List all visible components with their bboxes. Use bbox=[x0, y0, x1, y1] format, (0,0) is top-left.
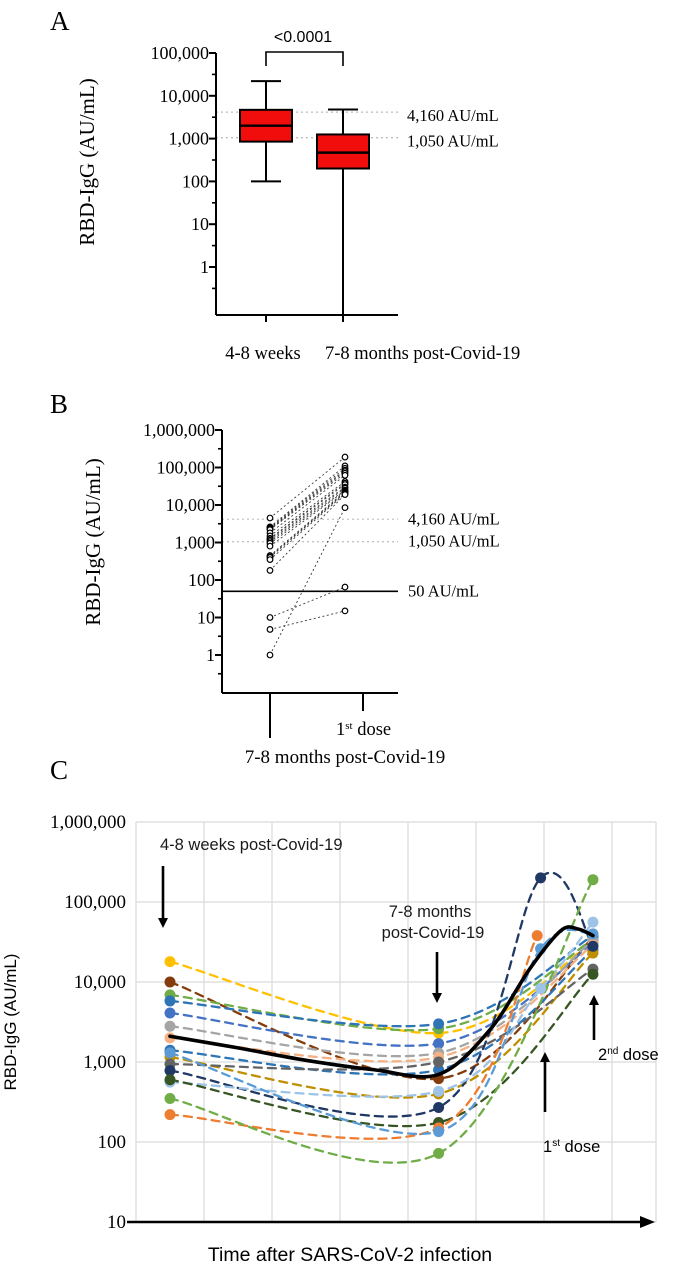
y-tick-label: 10 bbox=[107, 1212, 126, 1233]
arrow-1st-dose-head bbox=[540, 1052, 550, 1062]
annotation-1st-dose: 1st dose bbox=[543, 1138, 601, 1156]
series-point-gold-0 bbox=[165, 956, 176, 967]
trend-line bbox=[170, 927, 593, 1077]
point-left-21 bbox=[267, 652, 273, 658]
series-point-skyblue-0 bbox=[165, 1047, 176, 1058]
series-point-lightblue-2 bbox=[535, 983, 546, 994]
y-tick-label: 10 bbox=[191, 214, 209, 235]
series-point-medblue-0 bbox=[165, 1007, 176, 1018]
y-tick-label: 1,000,000 bbox=[143, 420, 215, 440]
x-axis-title: Time after SARS-CoV-2 infection bbox=[207, 1244, 493, 1266]
series-line-green-b bbox=[170, 880, 593, 1163]
point-right-19 bbox=[342, 584, 348, 590]
series-point-navy-3 bbox=[587, 941, 598, 952]
y-tick-label: 1,000,000 bbox=[50, 812, 126, 833]
y-tick-label: 10,000 bbox=[73, 972, 126, 993]
panel-c-longitudinal-chart bbox=[0, 760, 685, 1266]
pair-line-5 bbox=[270, 473, 345, 529]
y-tick-label: 1 bbox=[206, 645, 215, 665]
y-tick-label: 10,000 bbox=[165, 495, 215, 515]
y-tick-label: 1,000 bbox=[83, 1052, 126, 1073]
point-left-0 bbox=[267, 515, 273, 521]
series-point-green-b-2 bbox=[587, 874, 598, 885]
series-point-darkgray-1 bbox=[433, 1057, 444, 1068]
y-axis-title: RBD-IgG (AU/mL) bbox=[75, 78, 99, 246]
pair-line-16 bbox=[270, 493, 345, 558]
annotation-4-8-weeks: 4-8 weeks post-Covid-19 bbox=[160, 836, 343, 854]
point-right-18 bbox=[342, 492, 348, 498]
point-left-18 bbox=[267, 568, 273, 574]
series-point-green-b-1 bbox=[433, 1148, 444, 1159]
series-line-darkgreen bbox=[170, 974, 593, 1126]
point-left-20 bbox=[267, 627, 273, 633]
series-point-lightblue-3 bbox=[587, 917, 598, 928]
significance-bracket bbox=[266, 52, 343, 66]
y-tick-label: 100 bbox=[188, 570, 215, 590]
ref-label-1050: 1,050 AU/mL bbox=[408, 531, 500, 551]
significance-label: <0.0001 bbox=[273, 29, 333, 46]
series-point-blue-0 bbox=[165, 995, 176, 1006]
point-right-20 bbox=[342, 608, 348, 614]
point-right-21 bbox=[342, 505, 348, 511]
pair-line-12 bbox=[270, 490, 345, 543]
series-point-darkgreen-2 bbox=[587, 969, 598, 980]
y-tick-label: 100,000 bbox=[150, 43, 209, 63]
y-tick-label: 1 bbox=[200, 257, 209, 277]
point-left-13 bbox=[267, 543, 273, 549]
x-category-1: 4-8 weeks bbox=[225, 344, 301, 364]
y-axis-title: RBD-IgG (AU/mL) bbox=[1, 953, 20, 1091]
series-point-skyblue-1 bbox=[433, 1126, 444, 1137]
annotation-2nd-dose: 2nd dose bbox=[598, 1046, 659, 1064]
y-tick-label: 10 bbox=[197, 607, 215, 628]
y-tick-label: 100,000 bbox=[64, 892, 126, 913]
series-point-darkgreen-0 bbox=[165, 1074, 176, 1085]
series-point-orange-2 bbox=[532, 930, 543, 941]
point-right-6 bbox=[342, 472, 348, 478]
panel-b-paired-scatter bbox=[0, 380, 685, 775]
x-label-7-8-months: 7-8 months post-Covid-19 bbox=[244, 747, 446, 768]
arrow-7-8-months-head bbox=[432, 993, 442, 1003]
series-line-skyblue bbox=[170, 930, 593, 1134]
y-tick-label: 1,000 bbox=[168, 128, 209, 149]
arrow-2nd-dose-head bbox=[589, 995, 599, 1005]
ref-label-1050: 1,050 AU/mL bbox=[407, 131, 499, 151]
x-axis-arrowhead bbox=[640, 1216, 655, 1228]
ref-label-4160: 4,160 AU/mL bbox=[408, 509, 500, 529]
y-tick-label: 1,000 bbox=[174, 532, 215, 553]
series-point-orange-0 bbox=[165, 1109, 176, 1120]
y-tick-label: 100,000 bbox=[156, 457, 215, 478]
pair-line-17 bbox=[270, 494, 345, 560]
pair-line-11 bbox=[270, 488, 345, 541]
y-axis-title: RBD-IgG (AU/mL) bbox=[81, 458, 105, 626]
pair-line-10 bbox=[270, 487, 345, 540]
annotation-7-8-months-line2: post-Covid-19 bbox=[381, 924, 485, 942]
y-tick-label: 100 bbox=[97, 1132, 126, 1153]
arrow-4-8-weeks-head bbox=[158, 918, 168, 928]
series-point-blue-1 bbox=[433, 1018, 444, 1029]
point-right-0 bbox=[342, 454, 348, 460]
series-point-lightblue-1 bbox=[433, 1086, 444, 1097]
panel-a-label: A bbox=[50, 6, 70, 36]
panel-c-label: C bbox=[50, 755, 69, 785]
series-point-green-b-0 bbox=[165, 1093, 176, 1104]
series-point-brown-0 bbox=[165, 977, 176, 988]
ref-label-50: 50 AU/mL bbox=[408, 581, 480, 601]
pair-line-4 bbox=[270, 472, 345, 529]
annotation-7-8-months-line1: 7-8 months bbox=[388, 903, 472, 921]
panel-a-boxplot bbox=[0, 0, 685, 380]
panel-b-label: B bbox=[50, 389, 69, 419]
pair-line-14 bbox=[270, 491, 345, 555]
ref-label-4160: 4,160 AU/mL bbox=[407, 106, 499, 126]
y-tick-label: 100 bbox=[182, 171, 209, 192]
series-point-gray-0 bbox=[165, 1021, 176, 1032]
x-label-first-dose: 1st dose bbox=[336, 720, 392, 740]
series-point-navy-1 bbox=[433, 1102, 444, 1113]
point-left-19 bbox=[267, 615, 273, 621]
pair-line-20 bbox=[270, 611, 345, 630]
point-left-17 bbox=[267, 557, 273, 563]
series-point-navy-2 bbox=[535, 872, 546, 883]
y-tick-label: 10,000 bbox=[159, 85, 209, 106]
x-category-2: 7-8 months post-Covid-19 bbox=[325, 344, 521, 364]
